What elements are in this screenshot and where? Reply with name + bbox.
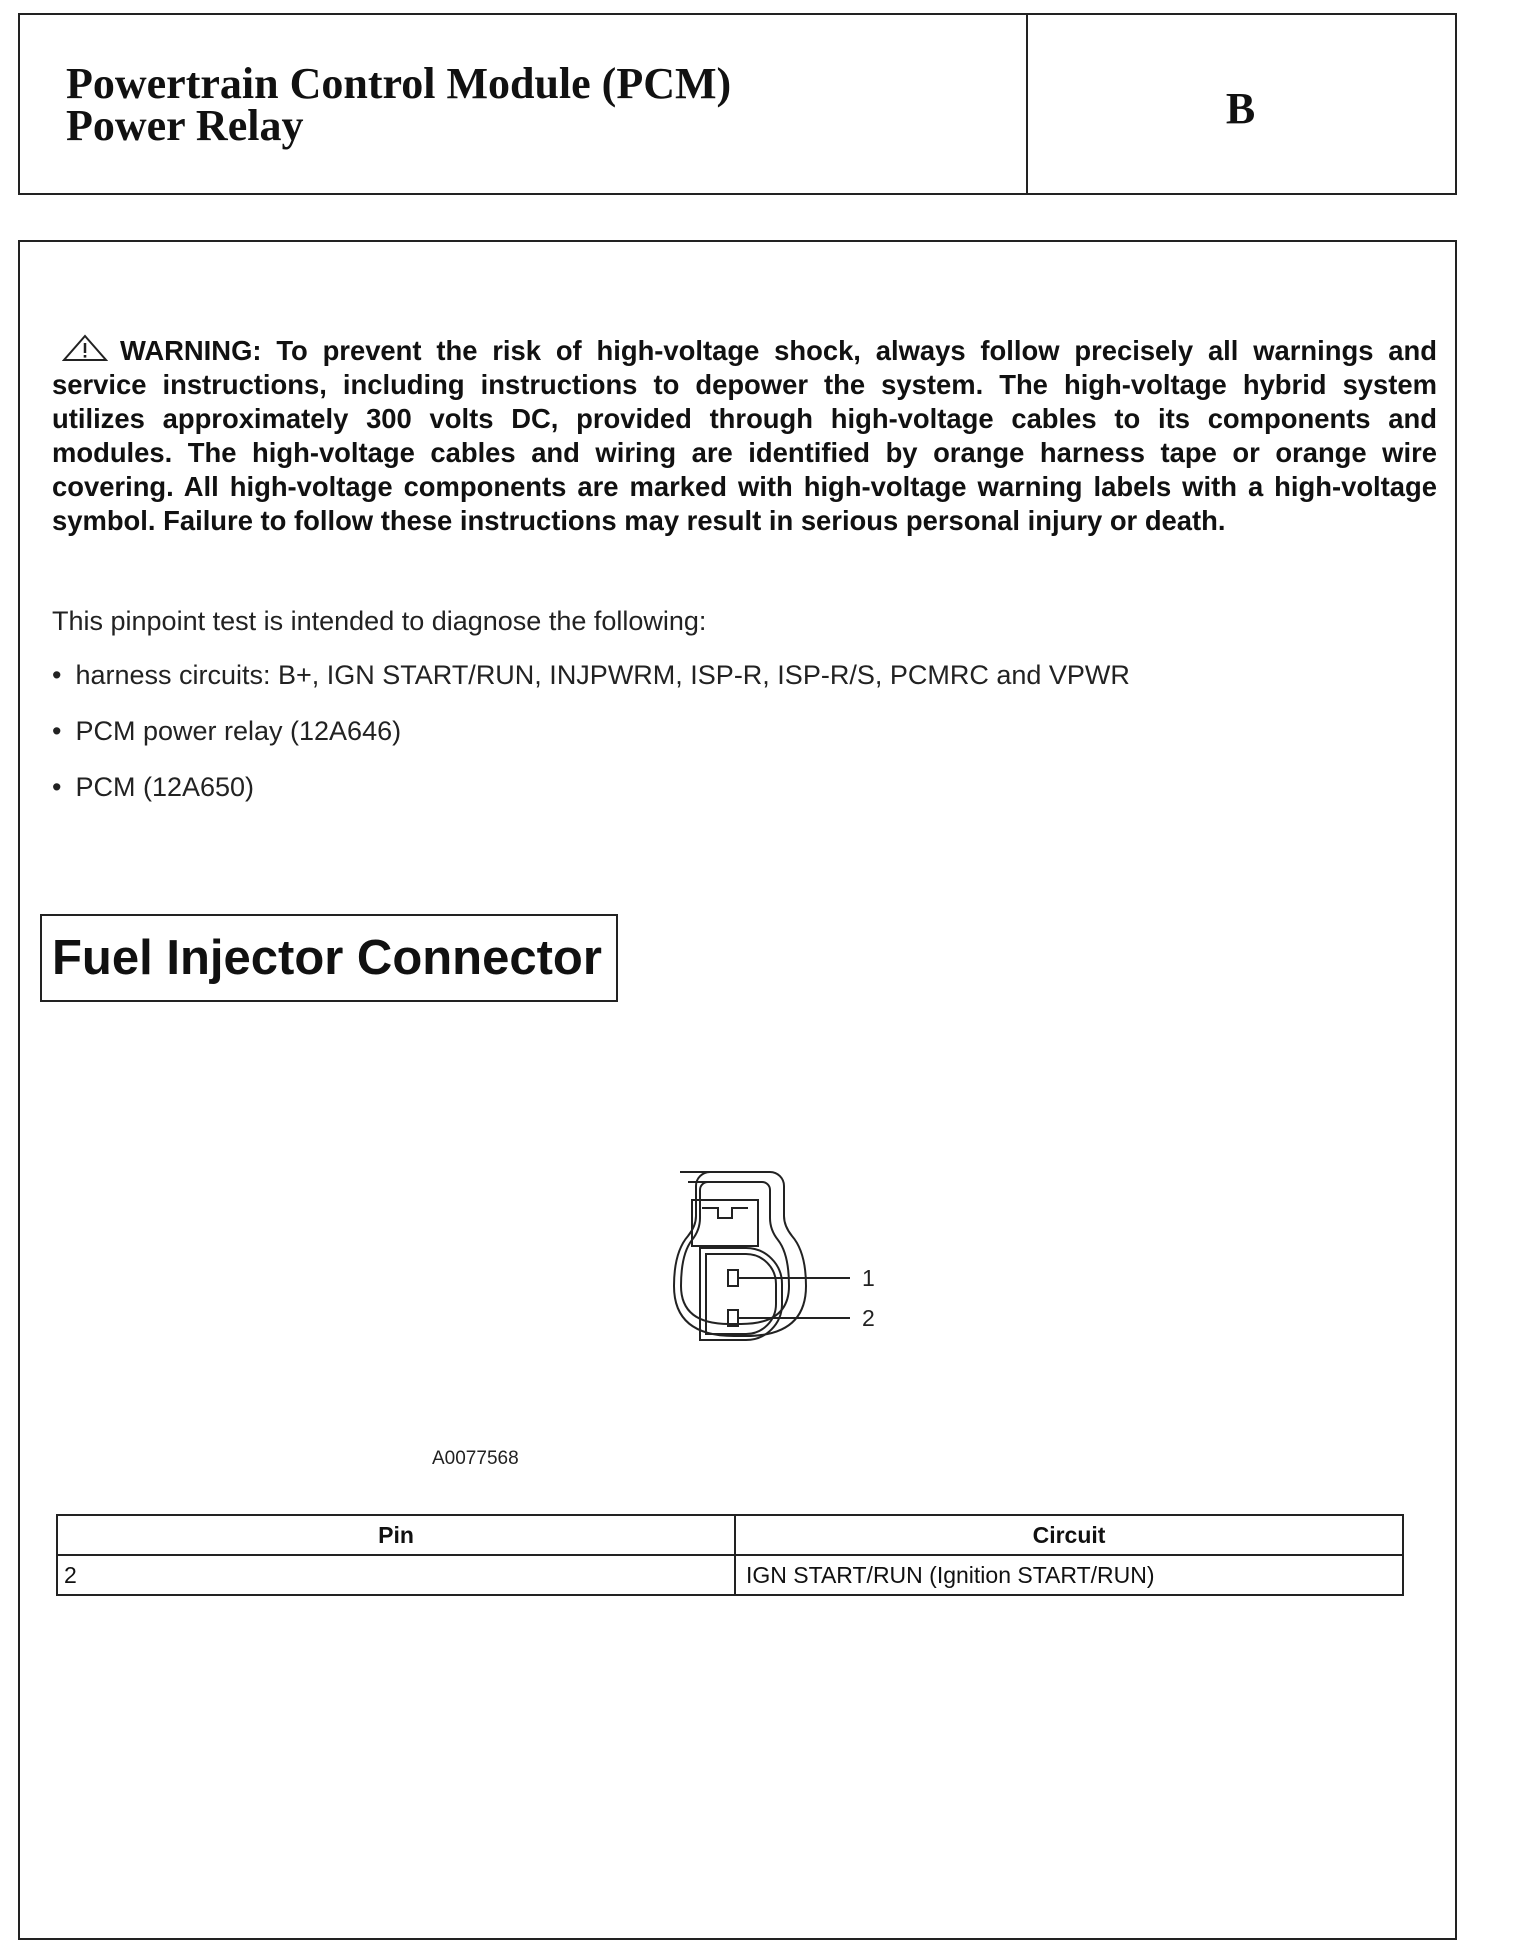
figure-id: A0077568 — [432, 1448, 519, 1469]
page-title — [66, 59, 732, 150]
content-box — [18, 240, 1457, 1940]
pin-cavity-outline — [700, 1248, 782, 1340]
pin-table — [56, 1514, 1404, 1596]
fuel-injector-connector-diagram — [640, 1162, 900, 1362]
page-title-line-2: Power Relay — [66, 101, 304, 150]
connector-heading: Fuel Injector Connector — [40, 914, 618, 1002]
pin-1-callout: 1 — [862, 1265, 875, 1291]
pin-2-callout: 2 — [862, 1305, 875, 1331]
warning-text: WARNING: To prevent the risk of high-voltage shock, always follow precisely all warnings and service instructions, including instructions to depower the system. The high-voltage hybrid system utilizes approximately 300 volts DC, provided through high-voltage cables to its components and modules. The high-voltage cables and wiring are identified by orange harness tape or orange wire covering. All high-voltage components are marked with high-voltage warning labels with a high-voltage symbol. Failure to follow these instructions may result in serious personal injury or death. — [52, 335, 1437, 536]
pin-cavity-inner — [706, 1254, 776, 1334]
page-title-line-1: Powertrain Control Module (PCM) — [66, 59, 732, 108]
table-cell-circuit: IGN START/RUN (Ignition START/RUN) — [735, 1555, 1403, 1595]
pin-1-terminal — [728, 1270, 738, 1286]
column-header-circuit: Circuit — [735, 1515, 1403, 1555]
warning-triangle-icon — [62, 334, 108, 362]
latch-notch — [702, 1208, 748, 1218]
section-letter: B — [1225, 84, 1256, 133]
table-cell-pin: 2 — [57, 1555, 735, 1595]
list-item: • PCM (12A650) — [52, 772, 1130, 828]
table-header-row — [57, 1515, 1403, 1555]
table-row — [57, 1555, 1403, 1595]
column-header-pin: Pin — [57, 1515, 735, 1555]
header-box — [18, 13, 1457, 195]
warning-paragraph — [52, 334, 1437, 538]
list-item: • harness circuits: B+, IGN START/RUN, INJPWRM, ISP-R, ISP-R/S, PCMRC and VPWR — [52, 660, 1130, 716]
intro-text: This pinpoint test is intended to diagnose the following: — [52, 606, 707, 636]
latch-tab — [692, 1200, 758, 1246]
list-item: • PCM power relay (12A646) — [52, 716, 1130, 772]
diagnosis-list — [52, 660, 1130, 828]
